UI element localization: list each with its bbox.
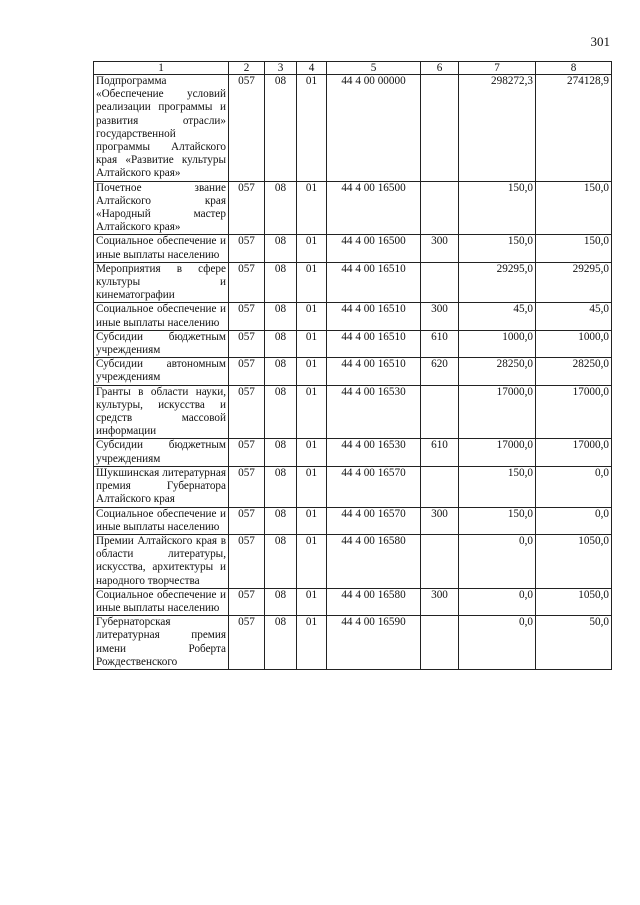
table-header-row xyxy=(94,62,612,75)
target-article-cell: 44 4 00 16510 xyxy=(327,358,421,385)
expense-type-cell xyxy=(421,466,459,507)
amount-col7-cell: 0,0 xyxy=(459,588,536,615)
row-name-cell: Гранты в области науки, культуры, искусства и средств массовой информации xyxy=(94,385,229,439)
amount-col8-cell: 45,0 xyxy=(536,303,612,330)
section-code-cell: 08 xyxy=(265,616,297,670)
section-code-cell: 08 xyxy=(265,439,297,466)
target-article-cell: 44 4 00 16500 xyxy=(327,181,421,235)
row-name-cell: Шукшинская литературная премия Губернатора Алтайского края xyxy=(94,466,229,507)
table-row xyxy=(94,262,612,303)
table-row xyxy=(94,358,612,385)
ministry-code-cell: 057 xyxy=(229,385,265,439)
subsection-code-cell: 01 xyxy=(297,181,327,235)
subsection-code-cell: 01 xyxy=(297,262,327,303)
subsection-code-cell: 01 xyxy=(297,534,327,588)
row-name-cell: Социальное обеспечение и иные выплаты населению xyxy=(94,507,229,534)
table-row xyxy=(94,330,612,357)
amount-col8-cell: 150,0 xyxy=(536,235,612,262)
ministry-code-cell: 057 xyxy=(229,439,265,466)
ministry-code-cell: 057 xyxy=(229,616,265,670)
section-code-cell: 08 xyxy=(265,534,297,588)
table-row xyxy=(94,466,612,507)
target-article-cell: 44 4 00 16580 xyxy=(327,588,421,615)
table-row xyxy=(94,75,612,182)
page-number: 301 xyxy=(590,34,610,49)
table-row xyxy=(94,588,612,615)
expense-type-cell xyxy=(421,75,459,182)
row-name-cell: Субсидии бюджетным учреждениям xyxy=(94,439,229,466)
row-name-cell: Социальное обеспечение и иные выплаты населению xyxy=(94,235,229,262)
expense-type-cell: 300 xyxy=(421,588,459,615)
subsection-code-cell: 01 xyxy=(297,616,327,670)
table-row xyxy=(94,303,612,330)
expense-type-cell: 610 xyxy=(421,439,459,466)
amount-col7-cell: 150,0 xyxy=(459,235,536,262)
expense-type-cell xyxy=(421,534,459,588)
amount-col8-cell: 1000,0 xyxy=(536,330,612,357)
section-code-cell: 08 xyxy=(265,588,297,615)
amount-col8-cell: 1050,0 xyxy=(536,588,612,615)
table-body xyxy=(94,75,612,670)
expense-type-cell: 300 xyxy=(421,235,459,262)
expense-type-cell xyxy=(421,385,459,439)
expense-type-cell xyxy=(421,262,459,303)
section-code-cell: 08 xyxy=(265,330,297,357)
target-article-cell: 44 4 00 16530 xyxy=(327,385,421,439)
amount-col8-cell: 28250,0 xyxy=(536,358,612,385)
subsection-code-cell: 01 xyxy=(297,358,327,385)
ministry-code-cell: 057 xyxy=(229,181,265,235)
column-header: 7 xyxy=(459,62,536,75)
ministry-code-cell: 057 xyxy=(229,330,265,357)
amount-col8-cell: 1050,0 xyxy=(536,534,612,588)
row-name-cell: Социальное обеспечение и иные выплаты населению xyxy=(94,588,229,615)
expense-type-cell: 300 xyxy=(421,303,459,330)
subsection-code-cell: 01 xyxy=(297,330,327,357)
target-article-cell: 44 4 00 00000 xyxy=(327,75,421,182)
section-code-cell: 08 xyxy=(265,235,297,262)
amount-col8-cell: 0,0 xyxy=(536,466,612,507)
expense-type-cell: 620 xyxy=(421,358,459,385)
budget-table xyxy=(93,61,612,670)
amount-col7-cell: 45,0 xyxy=(459,303,536,330)
ministry-code-cell: 057 xyxy=(229,75,265,182)
table-row xyxy=(94,616,612,670)
table-row xyxy=(94,181,612,235)
amount-col8-cell: 29295,0 xyxy=(536,262,612,303)
column-header: 6 xyxy=(421,62,459,75)
amount-col8-cell: 150,0 xyxy=(536,181,612,235)
subsection-code-cell: 01 xyxy=(297,588,327,615)
table-row xyxy=(94,235,612,262)
expense-type-cell: 610 xyxy=(421,330,459,357)
table-row xyxy=(94,534,612,588)
amount-col7-cell: 298272,3 xyxy=(459,75,536,182)
ministry-code-cell: 057 xyxy=(229,588,265,615)
target-article-cell: 44 4 00 16570 xyxy=(327,466,421,507)
amount-col7-cell: 0,0 xyxy=(459,534,536,588)
section-code-cell: 08 xyxy=(265,358,297,385)
ministry-code-cell: 057 xyxy=(229,303,265,330)
subsection-code-cell: 01 xyxy=(297,235,327,262)
amount-col8-cell: 17000,0 xyxy=(536,385,612,439)
target-article-cell: 44 4 00 16510 xyxy=(327,262,421,303)
column-header: 2 xyxy=(229,62,265,75)
amount-col8-cell: 50,0 xyxy=(536,616,612,670)
row-name-cell: Подпрограмма «Обеспечение условий реализации программы и развития отрасли» государственной программы Алтайского края «Развитие культуры Алтайского края» xyxy=(94,75,229,182)
subsection-code-cell: 01 xyxy=(297,75,327,182)
ministry-code-cell: 057 xyxy=(229,358,265,385)
amount-col7-cell: 1000,0 xyxy=(459,330,536,357)
subsection-code-cell: 01 xyxy=(297,439,327,466)
amount-col7-cell: 28250,0 xyxy=(459,358,536,385)
target-article-cell: 44 4 00 16510 xyxy=(327,303,421,330)
column-header: 1 xyxy=(94,62,229,75)
ministry-code-cell: 057 xyxy=(229,507,265,534)
target-article-cell: 44 4 00 16590 xyxy=(327,616,421,670)
ministry-code-cell: 057 xyxy=(229,466,265,507)
amount-col8-cell: 0,0 xyxy=(536,507,612,534)
amount-col7-cell: 17000,0 xyxy=(459,439,536,466)
target-article-cell: 44 4 00 16510 xyxy=(327,330,421,357)
section-code-cell: 08 xyxy=(265,303,297,330)
subsection-code-cell: 01 xyxy=(297,303,327,330)
expense-type-cell: 300 xyxy=(421,507,459,534)
target-article-cell: 44 4 00 16530 xyxy=(327,439,421,466)
target-article-cell: 44 4 00 16500 xyxy=(327,235,421,262)
row-name-cell: Социальное обеспечение и иные выплаты населению xyxy=(94,303,229,330)
subsection-code-cell: 01 xyxy=(297,466,327,507)
target-article-cell: 44 4 00 16570 xyxy=(327,507,421,534)
table-row xyxy=(94,439,612,466)
column-header: 5 xyxy=(327,62,421,75)
row-name-cell: Почетное звание Алтайского края «Народный мастер Алтайского края» xyxy=(94,181,229,235)
section-code-cell: 08 xyxy=(265,75,297,182)
column-header: 3 xyxy=(265,62,297,75)
amount-col7-cell: 150,0 xyxy=(459,507,536,534)
ministry-code-cell: 057 xyxy=(229,534,265,588)
row-name-cell: Субсидии бюджетным учреждениям xyxy=(94,330,229,357)
section-code-cell: 08 xyxy=(265,385,297,439)
row-name-cell: Мероприятия в сфере культуры и кинематографии xyxy=(94,262,229,303)
ministry-code-cell: 057 xyxy=(229,262,265,303)
section-code-cell: 08 xyxy=(265,466,297,507)
amount-col7-cell: 150,0 xyxy=(459,466,536,507)
amount-col7-cell: 0,0 xyxy=(459,616,536,670)
ministry-code-cell: 057 xyxy=(229,235,265,262)
expense-type-cell xyxy=(421,616,459,670)
table-row xyxy=(94,385,612,439)
row-name-cell: Субсидии автономным учреждениям xyxy=(94,358,229,385)
subsection-code-cell: 01 xyxy=(297,385,327,439)
subsection-code-cell: 01 xyxy=(297,507,327,534)
expense-type-cell xyxy=(421,181,459,235)
amount-col8-cell: 17000,0 xyxy=(536,439,612,466)
amount-col7-cell: 17000,0 xyxy=(459,385,536,439)
section-code-cell: 08 xyxy=(265,262,297,303)
column-header: 8 xyxy=(536,62,612,75)
section-code-cell: 08 xyxy=(265,507,297,534)
target-article-cell: 44 4 00 16580 xyxy=(327,534,421,588)
section-code-cell: 08 xyxy=(265,181,297,235)
row-name-cell: Премии Алтайского края в области литературы, искусства, архитектуры и народного творчества xyxy=(94,534,229,588)
amount-col7-cell: 29295,0 xyxy=(459,262,536,303)
row-name-cell: Губернаторская литературная премия имени Роберта Рождественского xyxy=(94,616,229,670)
table-row xyxy=(94,507,612,534)
amount-col8-cell: 274128,9 xyxy=(536,75,612,182)
column-header: 4 xyxy=(297,62,327,75)
amount-col7-cell: 150,0 xyxy=(459,181,536,235)
